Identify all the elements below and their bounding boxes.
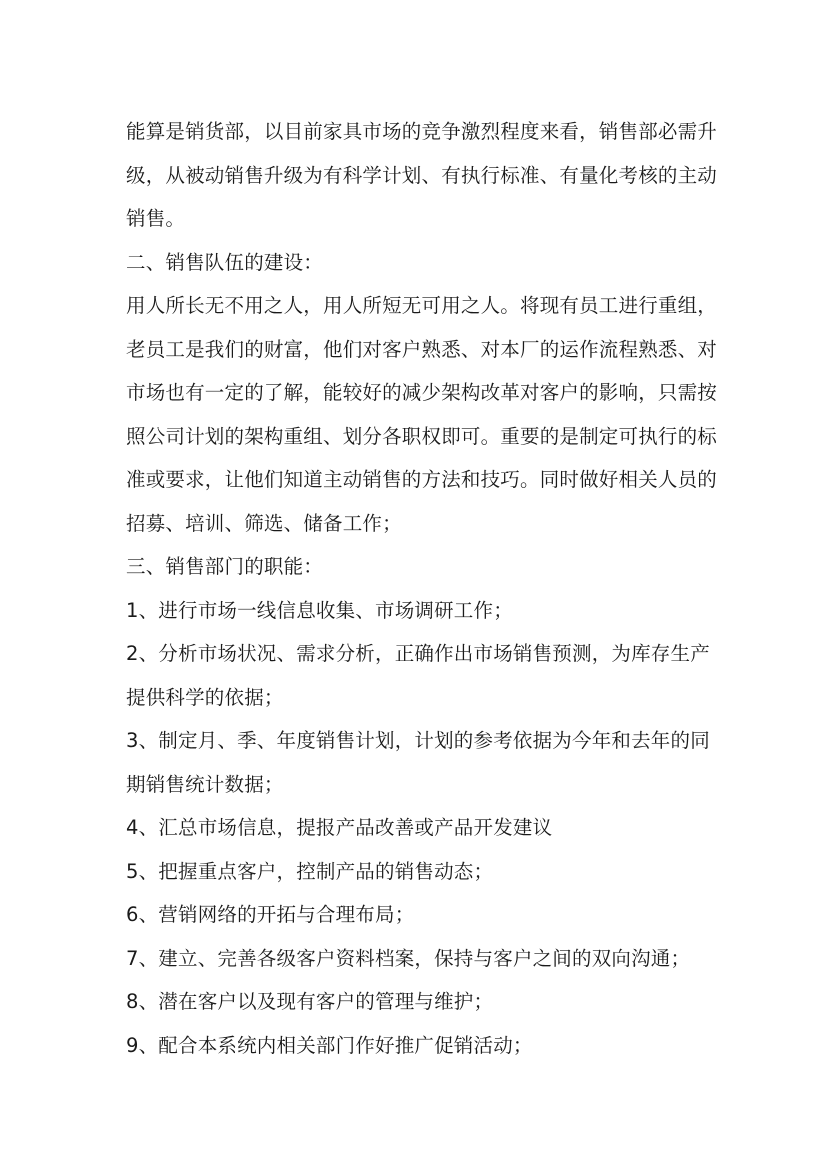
list-item-9: 9、配合本系统内相关部门作好推广促销活动； (126, 1033, 533, 1057)
list-item-5: 5、把握重点客户，控制产品的销售动态； (126, 859, 494, 883)
text-line-1: 能算是销货部，以目前家具市场的竞争激烈程度来看，销售部必需升 (126, 120, 718, 143)
list-item-8: 8、潜在客户以及现有客户的管理与维护； (126, 990, 494, 1013)
section-heading-2: 二、销售队伍的建设： (126, 250, 324, 274)
list-item-2-cont: 提供科学的依据； (126, 685, 284, 709)
section-heading-3: 三、销售部门的职能： (126, 555, 324, 578)
list-item-4: 4、汇总市场信息，提报产品改善或产品开发建议 (126, 816, 553, 839)
text-line-9: 准或要求，让他们知道主动销售的方法和技巧。同时做好相关人员的 (126, 468, 718, 491)
text-line-5: 用人所长无不用之人，用人所短无可用之人。将现有员工进行重组， (126, 294, 718, 317)
list-item-3: 3、制定月、季、年度销售计划，计划的参考依据为今年和去年的同 (126, 729, 710, 752)
list-item-1: 1、进行市场一线信息收集、市场调研工作； (126, 598, 513, 622)
text-line-2: 级，从被动销售升级为有科学计划、有执行标准、有量化考核的主动 (126, 163, 718, 187)
text-line-6: 老员工是我们的财富，他们对客户熟悉、对本厂的运作流程熟悉、对 (126, 337, 718, 361)
text-line-7: 市场也有一定的了解，能较好的减少架构改革对客户的影响，只需按 (126, 381, 718, 404)
text-line-3: 销售。 (126, 207, 186, 230)
list-item-7: 7、建立、完善各级客户资料档案，保持与客户之间的双向沟通； (126, 946, 691, 970)
list-item-6: 6、营销网络的开拓与合理布局； (126, 903, 415, 926)
list-item-3-cont: 期销售统计数据； (126, 772, 284, 796)
document-body (126, 110, 716, 1067)
text-line-10: 招募、培训、筛选、储备工作； (126, 511, 402, 535)
text-line-8: 照公司计划的架构重组、划分各职权即可。重要的是制定可执行的标 (126, 424, 718, 448)
list-item-2: 2、分析市场状况、需求分析，正确作出市场销售预测，为库存生产 (126, 642, 710, 665)
